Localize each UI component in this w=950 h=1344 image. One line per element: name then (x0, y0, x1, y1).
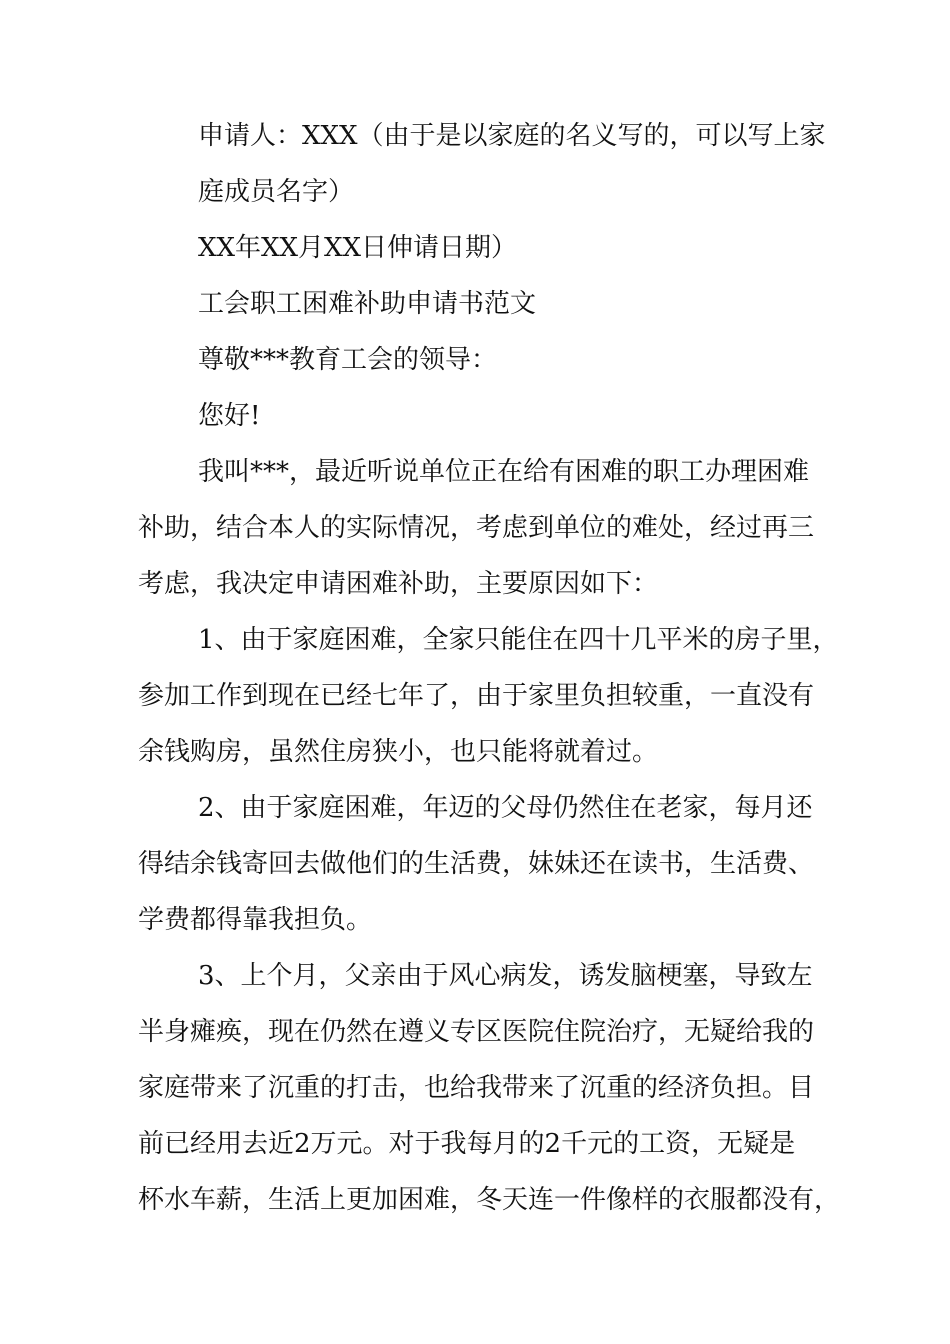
text-line: 尊敬***教育工会的领导： (198, 345, 498, 375)
text-line: 工会职工困难补助申请书范文 (198, 289, 537, 319)
text-line: XX年XX月XX日伸请日期） (198, 233, 518, 263)
paragraph-start-line: 2、由于家庭困难，年迈的父母仍然住在老家，每月还 (198, 793, 813, 823)
text-line: 考虑，我决定申请困难补助，主要原因如下： (138, 569, 659, 599)
text-line: 申请人：XXX（由于是以家庭的名义写的，可以写上家 (198, 121, 826, 151)
paragraph-start-line: 我叫***，最近听说单位正在给有困难的职工办理困难 (198, 457, 810, 487)
text-line: 半身瘫痪，现在仍然在遵义专区医院住院治疗，无疑给我的 (138, 1017, 815, 1047)
text-line: 得结余钱寄回去做他们的生活费，妹妹还在读书，生活费、 (138, 849, 815, 879)
text-line: 庭成员名字） (198, 177, 355, 207)
paragraph-start-line: 3、上个月，父亲由于风心病发，诱发脑梗塞，导致左 (198, 961, 813, 991)
document-body (138, 108, 841, 1228)
text-line: 前已经用去近2万元。对于我每月的2千元的工资，无疑是 (138, 1129, 796, 1159)
paragraph-start-line: 1、由于家庭困难，全家只能住在四十几平米的房子里， (198, 625, 839, 655)
text-line: 家庭带来了沉重的打击，也给我带来了沉重的经济负担。目 (138, 1073, 815, 1103)
text-line: 杯水车薪，生活上更加困难，冬天连一件像样的衣服都没有， (138, 1185, 841, 1215)
text-line: 您好! (198, 401, 261, 431)
text-line: 余钱购房，虽然住房狭小，也只能将就着过。 (138, 737, 659, 767)
text-line: 补助，结合本人的实际情况，考虑到单位的难处，经过再三 (138, 513, 815, 543)
text-line: 学费都得靠我担负。 (138, 905, 373, 935)
text-line: 参加工作到现在已经七年了，由于家里负担较重，一直没有 (138, 681, 815, 711)
